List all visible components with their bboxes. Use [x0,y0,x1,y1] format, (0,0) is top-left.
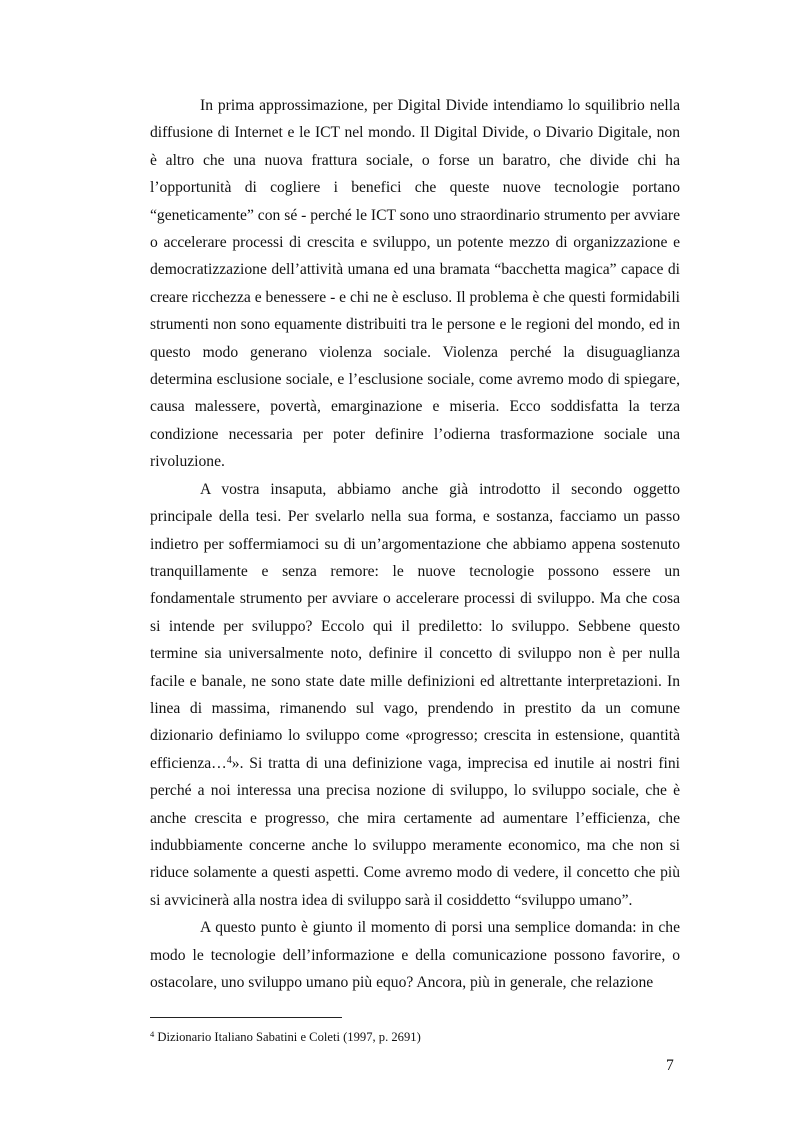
paragraph-3: A questo punto è giunto il momento di porsi una semplice domanda: in che modo le tecnologie dell’informazione e della comunicazione possono favorire, o ostacolare, uno sviluppo umano più equo? Ancora, più in generale, che relazione [150,919,680,991]
footnote-separator [150,1017,342,1018]
footnote-reference[interactable]: 4 [226,754,232,766]
paragraph-2 [150,476,680,915]
paragraph-2-part-1: A vostra insaputa, abbiamo anche già introdotto il secondo oggetto principale della tesi. Per svelarlo nella sua forma, e sostanza, facciamo un passo indietro per soffermiamoci su di un’argomentazione che abbiamo appena sostenuto tranquillamente e senza remore: le nuove tecnologie possono essere un fondamentale strumento per avviare o accelerare processi di sviluppo. Ma che cosa si intende per sviluppo? Eccolo qui il prediletto: lo sviluppo. Sebbene questo termine sia universalmente noto, definire il concetto di sviluppo non è per nulla facile e banale, ne sono state date mille definizioni ed altrettante interpretazioni. In linea di massima, rimanendo sul vago, prendendo in prestito da un comune dizionario definiamo lo sviluppo come «progresso; crescita in estensione, quantità efficienza… [150,480,680,772]
paragraph-1: In prima approssimazione, per Digital Divide intendiamo lo squilibrio nella diffusione di Internet e le ICT nel mondo. Il Digital Divide, o Divario Digitale, non è altro che una nuova frattura sociale, o forse un baratro, che divide chi ha l’opportunità di cogliere i benefici che queste nuove tecnologie portano “geneticamente” con sé - perché le ICT sono uno straordinario strumento per avviare o accelerare processi di crescita e sviluppo, un potente mezzo di organizzazione e democratizzazione dell’attività umana ed una bramata “bacchetta magica” capace di creare ricchezza e benessere - e chi ne è escluso. Il problema è che questi formidabili strumenti non sono equamente distribuiti tra le persone e le regioni del mondo, ed in questo modo generano violenza sociale. Violenza perché la disuguaglianza determina esclusione sociale, e l’esclusione sociale, come avremo modo di spiegare, causa malessere, povertà, emarginazione e miseria. Ecco soddisfatta la terza condizione necessaria per poter definire l’odierna trasformazione sociale una rivoluzione. [150,97,680,471]
footnote-text: Dizionario Italiano Sabatini e Coleti (1997, p. 2691) [157,1030,421,1044]
page-number: 7 [666,1057,674,1074]
paragraph-2-part-2: ». Si tratta di una definizione vaga, imprecisa ed inutile ai nostri fini perché a noi interessa una precisa nozione di sviluppo, lo sviluppo sociale, che è anche crescita e progresso, che mira certamente ad aumentare l’efficienza, che indubbiamente concerne anche lo sviluppo meramente economico, ma che non si riduce solamente a questi aspetti. Come avremo modo di vedere, il concetto che più si avvicinerà alla nostra idea di sviluppo sarà il cosiddetto “sviluppo umano”. [150,754,680,909]
body-text [150,92,680,996]
footnote [150,1029,421,1045]
footnote-number: 4 [150,1029,155,1039]
